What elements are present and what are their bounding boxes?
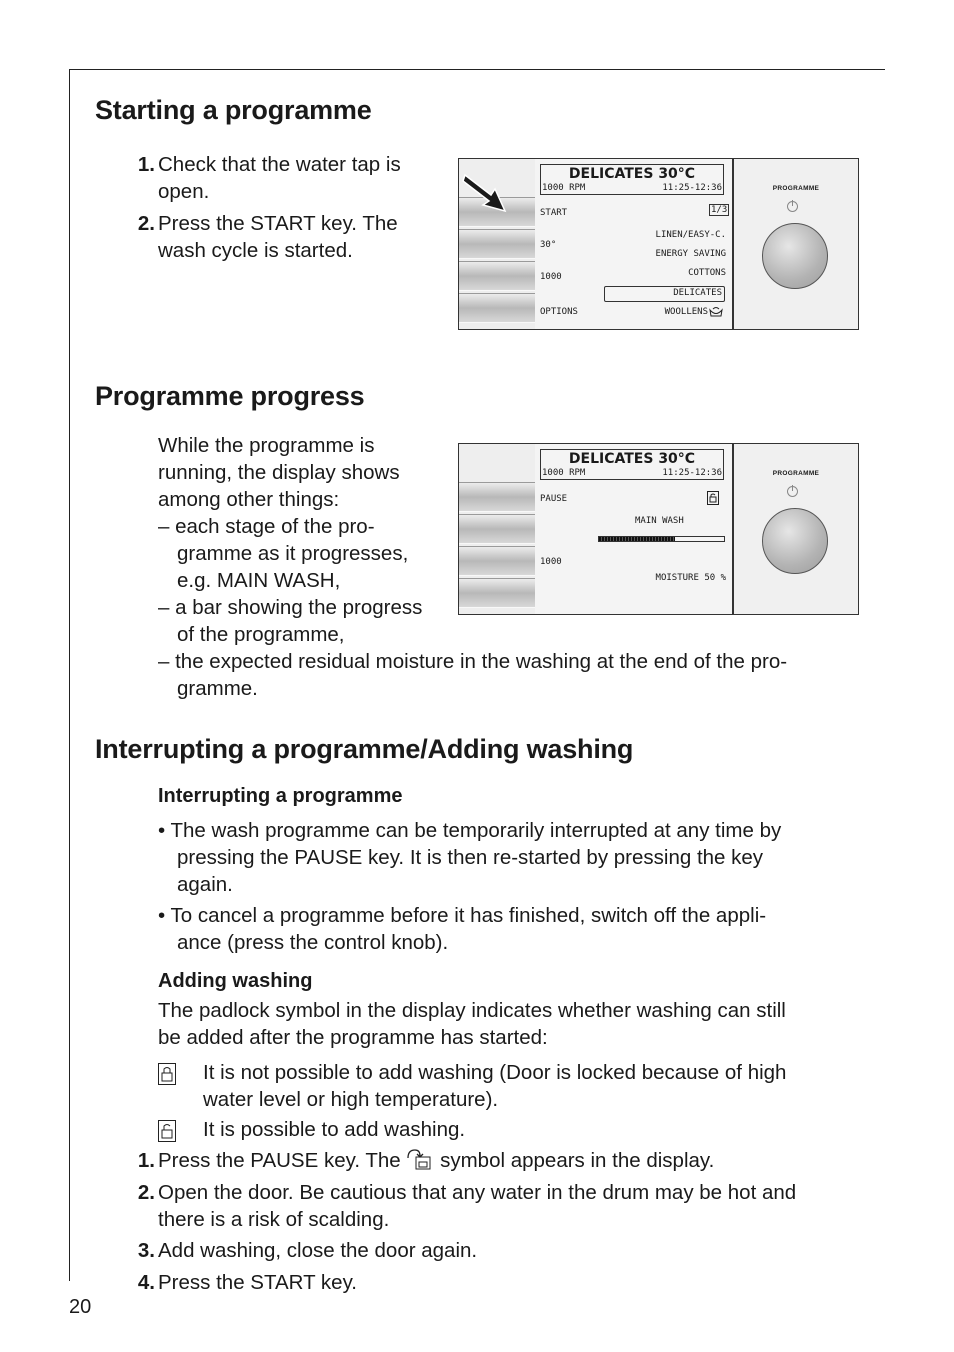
- spin-speed: 1000 RPM: [542, 468, 586, 478]
- key: [459, 261, 535, 291]
- left-rule: [69, 69, 70, 1281]
- pause-padlock-icon: [406, 1148, 434, 1170]
- lcd-header: [540, 164, 724, 195]
- heading-programme-progress: Programme progress: [95, 381, 365, 411]
- wool-icon: [709, 306, 723, 318]
- step-number: 4.: [137, 1271, 155, 1294]
- step-text: Add washing, close the door again.: [158, 1239, 478, 1262]
- control-panel-illustration-progress: [458, 443, 859, 615]
- key: [459, 229, 535, 259]
- progress-bar-fill: [599, 537, 675, 541]
- lcd-label-pause: PAUSE: [540, 494, 568, 504]
- lcd-label-temperature: 30°: [540, 240, 557, 250]
- programme-knob: [762, 223, 828, 289]
- step-number: 1.: [137, 153, 155, 176]
- bullet-item: • To cancel a programme before it has finished, switch off the appli- ance (press the control knob).: [158, 904, 767, 954]
- key: [459, 514, 535, 544]
- heading-interrupting-adding: Interrupting a programme/Adding washing: [95, 734, 634, 764]
- lcd-display: [535, 159, 734, 329]
- programme-knob-area: [734, 444, 858, 614]
- power-icon: [787, 201, 798, 212]
- lcd-label-speed: 1000: [540, 557, 562, 567]
- step-text: Open the door. Be cautious that any water in the drum may be hot and there is a risk of scalding.: [158, 1181, 797, 1231]
- knob-label: PROGRAMME: [772, 470, 820, 477]
- unlocked-explanation: It is possible to add washing.: [203, 1118, 466, 1141]
- key: [459, 293, 535, 323]
- spin-speed: 1000 RPM: [542, 183, 586, 193]
- pause-key: [459, 482, 535, 512]
- progress-description: While the programme is running, the display shows among other things: – each stage of the pro- gramme as it progresses, e.g. MAIN WASH, – a bar showing the progress of the programme, – the expected residual moisture in the washing at the end of the pro- gramme.: [158, 434, 788, 700]
- lcd-label-speed: 1000: [540, 272, 562, 282]
- key: [459, 578, 535, 608]
- adding-washing-intro: The padlock symbol in the display indicates whether washing can still be added after the programme has started:: [158, 999, 786, 1049]
- programme-knob-area: [734, 159, 858, 329]
- lcd-header: [540, 449, 724, 480]
- fraction-icon: 1/3: [711, 205, 728, 215]
- step-number: 2.: [137, 1181, 155, 1204]
- control-panel-illustration-start: [458, 158, 859, 330]
- bullet-item: • The wash programme can be temporarily interrupted at any time by pressing the PAUSE key. It is then re-started by pressing the key again.: [158, 819, 782, 896]
- programme-title: DELICATES 30°C: [568, 451, 696, 467]
- programme-option: COTTONS: [688, 268, 726, 278]
- residual-moisture: MOISTURE 50 %: [655, 573, 726, 583]
- time-range: 11:25-12:36: [662, 183, 722, 193]
- lcd-label-options: OPTIONS: [540, 307, 578, 317]
- step-text: Press the START key.: [158, 1271, 357, 1294]
- programme-title: DELICATES 30°C: [568, 166, 696, 182]
- heading-starting-programme: Starting a programme: [95, 95, 372, 125]
- top-rule: [69, 69, 885, 70]
- padlock-open-icon: [707, 491, 719, 505]
- key: [459, 546, 535, 576]
- step-text: Press the PAUSE key. The symbol appears in the display.: [158, 1149, 715, 1172]
- page-number: 20: [69, 1296, 92, 1318]
- lcd-label-start: START: [540, 208, 568, 218]
- lcd-display: [535, 444, 734, 614]
- step-number: 2.: [137, 212, 155, 235]
- progress-bar: [598, 536, 725, 542]
- step-text: Check that the water tap is open.: [158, 153, 401, 203]
- locked-explanation: It is not possible to add washing (Door is locked because of high water level or high temperature).: [203, 1061, 787, 1111]
- function-keys: [459, 444, 536, 614]
- power-icon: [787, 486, 798, 497]
- programme-option-selected: DELICATES: [673, 288, 722, 298]
- subheading-interrupting: Interrupting a programme: [158, 785, 403, 807]
- arrow-icon: [461, 169, 509, 217]
- programme-option: ENERGY SAVING: [655, 249, 726, 259]
- programme-option: WOOLLENS: [664, 307, 708, 317]
- subheading-adding-washing: Adding washing: [158, 970, 313, 992]
- step-number: 3.: [137, 1239, 155, 1262]
- time-range: 11:25-12:36: [662, 468, 722, 478]
- wash-stage: MAIN WASH: [635, 516, 684, 526]
- programme-knob: [762, 508, 828, 574]
- step-number: 1.: [137, 1149, 155, 1172]
- padlock-open-icon: [158, 1120, 176, 1142]
- knob-label: PROGRAMME: [772, 185, 820, 192]
- programme-option: LINEN/EASY-C.: [655, 230, 726, 240]
- function-keys: [459, 159, 536, 329]
- step-text: Press the START key. The wash cycle is started.: [158, 212, 398, 262]
- padlock-closed-icon: [158, 1063, 176, 1085]
